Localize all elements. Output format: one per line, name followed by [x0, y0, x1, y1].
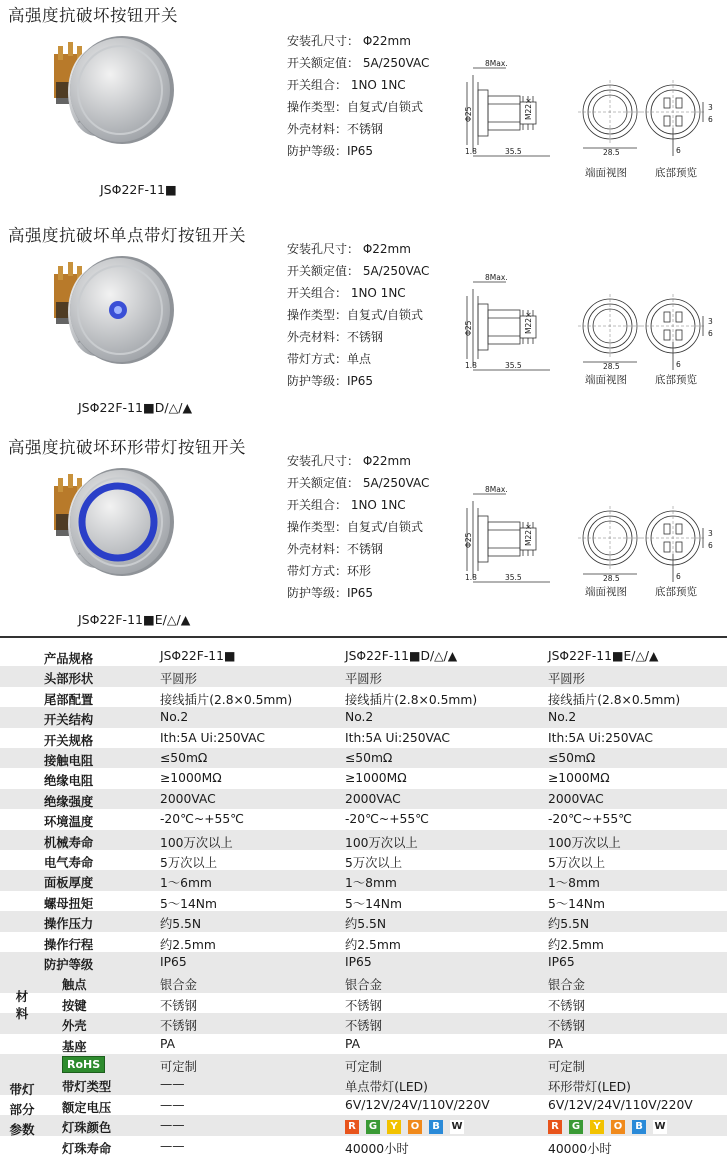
row-value: 5～14Nm — [548, 896, 605, 911]
row-value: -20℃~+55℃ — [345, 812, 429, 827]
row-value: ≤50mΩ — [345, 751, 393, 765]
row-value: JSΦ22F-11■E/△/▲ — [548, 649, 659, 663]
row-value: 平圆形 — [548, 672, 585, 687]
led-color-chip: W — [654, 1121, 666, 1133]
row-value: Ith:5A Ui:250VAC — [548, 730, 653, 745]
spec-line: 开关额定值： 5A/250VAC — [287, 56, 430, 70]
row-value: 5～14Nm — [345, 896, 402, 911]
svg-text:35.5: 35.5 — [505, 147, 522, 156]
svg-text:3: 3 — [708, 103, 713, 112]
product-section — [0, 212, 727, 424]
switch-photo — [48, 32, 218, 167]
product-model: JSΦ22F-11■ — [100, 182, 177, 197]
row-label: 操作压力 — [44, 917, 94, 932]
svg-text:28.5: 28.5 — [603, 148, 620, 157]
svg-text:35.5: 35.5 — [505, 573, 522, 582]
row-label: 产品规格 — [44, 652, 94, 666]
row-value: 6V/12V/24V/110V/220V — [548, 1097, 693, 1112]
group-char: 材 — [15, 989, 29, 1005]
table-row — [0, 728, 727, 748]
row-value: 银合金 — [160, 978, 197, 993]
spec-line: 操作类型：自复式/自锁式 — [287, 100, 424, 114]
switch-photo — [48, 252, 218, 387]
row-value: -20℃~+55℃ — [548, 812, 632, 827]
row-value: Ith:5A Ui:250VAC — [160, 730, 265, 745]
bottom-view-label: 底部预览 — [655, 586, 697, 598]
row-label: 绝缘电阻 — [44, 774, 94, 789]
row-value: 单点带灯(LED) — [345, 1080, 428, 1095]
table-row — [0, 768, 727, 788]
row-label: 接触电阻 — [44, 754, 94, 768]
row-value: 100万次以上 — [345, 835, 418, 850]
spec-line: 防护等级：IP65 — [287, 586, 374, 600]
group-label-material — [8, 988, 36, 1022]
row-value: No.2 — [345, 710, 374, 725]
table-row — [0, 972, 727, 992]
led-color-chip: G — [366, 1120, 380, 1134]
row-label: 面板厚度 — [44, 876, 94, 891]
row-value: Ith:5A Ui:250VAC — [345, 730, 450, 745]
svg-text:Φ25: Φ25 — [464, 106, 473, 122]
row-label: 外壳 — [62, 1019, 87, 1034]
row-value: 约5.5N — [160, 917, 202, 932]
led-color-chip: R — [345, 1120, 359, 1134]
svg-text:3: 3 — [708, 317, 713, 326]
product-model: JSΦ22F-11■D/△/▲ — [78, 400, 193, 415]
row-value: 平圆形 — [160, 672, 197, 687]
row-value: 约5.5N — [548, 917, 590, 932]
product-model: JSΦ22F-11■E/△/▲ — [78, 612, 191, 627]
row-value: PA — [345, 1036, 361, 1051]
row-value: 约2.5mm — [548, 937, 604, 952]
svg-text:8Max.: 8Max. — [485, 273, 508, 282]
row-value: 2000VAC — [548, 791, 604, 806]
row-value: 接线插片(2.8×0.5mm) — [160, 692, 293, 707]
svg-text:M22×: M22× — [524, 523, 533, 546]
row-value: 5～14Nm — [160, 896, 217, 911]
end-view-label: 端面视图 — [585, 167, 627, 179]
led-color-chip: B — [429, 1120, 443, 1134]
row-label: 开关结构 — [44, 713, 94, 728]
table-row — [0, 1034, 727, 1054]
table-row — [0, 952, 727, 972]
row-value: IP65 — [345, 955, 372, 969]
row-value: ≤50mΩ — [548, 751, 596, 765]
row-value: 5万次以上 — [345, 856, 403, 870]
table-row — [0, 932, 727, 952]
row-label: 防护等级 — [44, 958, 94, 972]
table-row — [0, 646, 727, 666]
product-section — [0, 0, 727, 212]
row-label: 灯珠颜色 — [62, 1121, 112, 1136]
row-value: 100万次以上 — [548, 835, 621, 850]
led-color-chips — [345, 1118, 471, 1134]
row-value: 可定制 — [160, 1060, 197, 1074]
table-row — [0, 748, 727, 768]
row-value: 1～8mm — [548, 876, 600, 891]
table-row — [0, 809, 727, 829]
spec-list — [287, 238, 429, 392]
spec-list — [287, 450, 429, 604]
led-color-chip: G — [569, 1120, 583, 1134]
table-row — [0, 911, 727, 931]
spec-line: 防护等级：IP65 — [287, 144, 374, 158]
row-value: 不锈钢 — [160, 1019, 197, 1034]
svg-text:8Max.: 8Max. — [485, 59, 508, 68]
led-color-chip: R — [548, 1120, 562, 1134]
row-value: 2000VAC — [160, 791, 216, 806]
row-value: 约2.5mm — [160, 937, 216, 952]
spec-line: 安装孔尺寸： Φ22mm — [287, 454, 411, 468]
row-value: No.2 — [160, 710, 189, 725]
row-value: -20℃~+55℃ — [160, 812, 244, 827]
row-value: 5万次以上 — [160, 856, 218, 870]
table-row — [0, 993, 727, 1013]
spec-line: 开关组合： 1NO 1NC — [287, 498, 406, 512]
spec-line: 外壳材料：不锈钢 — [287, 542, 384, 556]
spec-line: 开关组合： 1NO 1NC — [287, 286, 406, 300]
row-label: 操作行程 — [44, 937, 94, 952]
table-row — [0, 891, 727, 911]
row-value: 银合金 — [548, 978, 585, 993]
row-value: JSΦ22F-11■ — [160, 649, 236, 663]
spec-table — [0, 636, 727, 1156]
table-row — [0, 830, 727, 850]
row-label: 头部形状 — [44, 672, 94, 687]
svg-text:35.5: 35.5 — [505, 361, 522, 370]
row-label: 按键 — [62, 998, 87, 1013]
product-title: 高强度抗破坏环形带灯按钮开关 — [8, 438, 246, 457]
spec-line: 操作类型：自复式/自锁式 — [287, 520, 424, 534]
svg-text:1.8: 1.8 — [465, 147, 477, 156]
spec-line: 操作类型：自复式/自锁式 — [287, 308, 424, 322]
product-title: 高强度抗破坏按钮开关 — [8, 6, 178, 25]
svg-text:6: 6 — [676, 572, 681, 581]
dimension-drawing — [465, 60, 727, 160]
row-label: 开关规格 — [44, 733, 94, 748]
row-value: ≥1000MΩ — [160, 771, 222, 786]
bottom-view-label: 底部预览 — [655, 167, 697, 179]
spec-line: 安装孔尺寸： Φ22mm — [287, 34, 411, 48]
led-color-chip: Y — [590, 1120, 604, 1134]
row-label: 灯珠寿命 — [62, 1141, 112, 1156]
row-value: 环形带灯(LED) — [548, 1080, 631, 1095]
row-value: 5万次以上 — [548, 856, 606, 870]
led-color-chips — [548, 1118, 674, 1134]
table-row — [0, 707, 727, 727]
row-label: 触点 — [62, 978, 87, 993]
row-label: 绝缘强度 — [44, 794, 94, 809]
row-label: 尾部配置 — [44, 692, 94, 707]
svg-text:M22×: M22× — [524, 97, 533, 120]
group-char: 部分 — [9, 1102, 35, 1118]
end-view-label: 端面视图 — [585, 374, 627, 386]
group-char: 料 — [15, 1006, 29, 1022]
row-value: —— — [160, 1138, 185, 1153]
row-value: 1～6mm — [160, 876, 212, 891]
table-row — [0, 1115, 727, 1135]
row-label: 基座 — [62, 1039, 87, 1054]
row-value: PA — [548, 1036, 564, 1051]
table-row — [0, 850, 727, 870]
row-value: 接线插片(2.8×0.5mm) — [548, 692, 681, 707]
led-color-chip: W — [451, 1121, 463, 1133]
row-value: ≤50mΩ — [160, 751, 208, 765]
table-row — [0, 870, 727, 890]
svg-text:6: 6 — [676, 146, 681, 155]
table-row — [0, 1136, 727, 1156]
row-value: 银合金 — [345, 978, 382, 993]
row-value: No.2 — [548, 710, 577, 725]
product-title: 高强度抗破坏单点带灯按钮开关 — [8, 226, 246, 245]
row-value: —— — [160, 1097, 185, 1112]
svg-text:1.8: 1.8 — [465, 573, 477, 582]
spec-line: 开关额定值： 5A/250VAC — [287, 476, 430, 490]
row-value: 约5.5N — [345, 917, 387, 932]
product-section — [0, 424, 727, 636]
led-color-chip: O — [611, 1120, 625, 1134]
table-row — [0, 1054, 727, 1074]
row-value: JSΦ22F-11■D/△/▲ — [345, 649, 458, 663]
row-value: —— — [160, 1118, 185, 1133]
row-value: ≥1000MΩ — [345, 771, 407, 786]
table-row — [0, 687, 727, 707]
row-value: 约2.5mm — [345, 937, 401, 952]
spec-line: 带灯方式：单点 — [287, 352, 372, 366]
svg-text:6: 6 — [708, 115, 713, 124]
row-value: 可定制 — [548, 1060, 585, 1074]
row-value: IP65 — [160, 955, 187, 969]
svg-text:M22×: M22× — [524, 311, 533, 334]
row-value: 接线插片(2.8×0.5mm) — [345, 692, 478, 707]
row-value: 不锈钢 — [548, 998, 585, 1013]
spec-line: 开关额定值： 5A/250VAC — [287, 264, 430, 278]
spec-line: 外壳材料：不锈钢 — [287, 122, 384, 136]
rohs-badge: RoHS — [62, 1056, 105, 1073]
group-char: 带灯 — [9, 1082, 35, 1098]
table-row — [0, 1013, 727, 1033]
svg-text:6: 6 — [708, 329, 713, 338]
row-label: 螺母扭矩 — [44, 896, 94, 911]
table-row — [0, 666, 727, 686]
row-value: ≥1000MΩ — [548, 771, 610, 786]
led-color-chip: O — [408, 1120, 422, 1134]
dimension-drawing — [465, 486, 727, 586]
row-label: 额定电压 — [62, 1100, 112, 1115]
spec-line: 安装孔尺寸： Φ22mm — [287, 242, 411, 256]
led-color-chip: B — [632, 1120, 646, 1134]
group-label-lamp — [8, 1080, 36, 1140]
row-value: 不锈钢 — [160, 998, 197, 1013]
svg-text:3: 3 — [708, 529, 713, 538]
bottom-view-label: 底部预览 — [655, 374, 697, 386]
row-value: 不锈钢 — [345, 998, 382, 1013]
spec-line: 防护等级：IP65 — [287, 374, 374, 388]
svg-text:6: 6 — [676, 360, 681, 369]
row-label: 机械寿命 — [44, 835, 94, 850]
row-value: 40000小时 — [345, 1141, 409, 1156]
end-view-label: 端面视图 — [585, 586, 627, 598]
row-value: 平圆形 — [345, 672, 382, 687]
table-row — [0, 1074, 727, 1094]
dimension-drawing — [465, 274, 727, 374]
svg-text:6: 6 — [708, 541, 713, 550]
svg-text:28.5: 28.5 — [603, 362, 620, 371]
svg-text:Φ25: Φ25 — [464, 320, 473, 336]
row-value: 不锈钢 — [345, 1019, 382, 1034]
row-value: 6V/12V/24V/110V/220V — [345, 1097, 490, 1112]
row-value: 不锈钢 — [548, 1019, 585, 1034]
group-char: 参数 — [9, 1122, 35, 1138]
spec-line: 外壳材料：不锈钢 — [287, 330, 384, 344]
row-value: PA — [160, 1036, 176, 1051]
switch-photo — [48, 464, 218, 599]
svg-text:8Max.: 8Max. — [485, 485, 508, 494]
row-label: 环境温度 — [44, 815, 94, 830]
table-row — [0, 789, 727, 809]
row-value: —— — [160, 1077, 185, 1092]
led-color-chip: Y — [387, 1120, 401, 1134]
table-row — [0, 1095, 727, 1115]
spec-line: 开关组合： 1NO 1NC — [287, 78, 406, 92]
row-value: IP65 — [548, 955, 575, 969]
spec-line: 带灯方式：环形 — [287, 564, 372, 578]
row-value: 可定制 — [345, 1060, 382, 1074]
row-value: 2000VAC — [345, 791, 401, 806]
row-value: 100万次以上 — [160, 835, 233, 850]
row-value: 1～8mm — [345, 876, 397, 891]
svg-text:Φ25: Φ25 — [464, 532, 473, 548]
svg-text:1.8: 1.8 — [465, 361, 477, 370]
spec-list — [287, 30, 429, 162]
row-label: 带灯类型 — [62, 1080, 112, 1095]
svg-text:28.5: 28.5 — [603, 574, 620, 583]
row-label: 电气寿命 — [44, 856, 94, 870]
row-value: 40000小时 — [548, 1141, 612, 1156]
